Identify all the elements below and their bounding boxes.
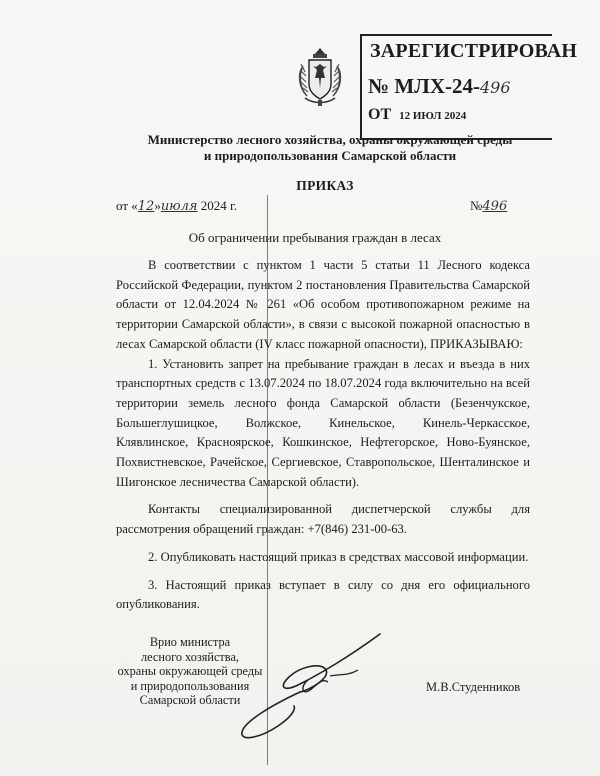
date-day-handwritten: 12 [137,199,155,214]
stamp-number-handwritten: 496 [479,78,511,97]
paragraph-item-2: 2. Опубликовать настоящий приказ в средствах массовой информации. [148,549,529,564]
ministry-line-1: Министерство лесного хозяйства, охраны окружающей среды [147,132,513,147]
date-day-close: » [154,198,161,213]
handwritten-signature [230,626,400,746]
stamp-date: 12 ИЮЛ 2024 [399,110,467,122]
paragraph-item-1: 1. Установить запрет на пребывание граждан в лесах и въезда в них транспортных средств с 13.07.2024 по 18.07.2024 года включительно на всей территории земель лесного фонда Самарской области (Безенчукское, Большеглушицкое, Волжское, Кинельское, Кинель-Черкасское, Клявлинское, Красноярское, Кошкинское, Нефтегорское, Ново-Буянское, Похвистневское, Рачейское, Сергиевское, Ставропольское, Шенталинское и Шигонское лесничества Самарской области). [116,356,530,489]
ministry-name [110,132,550,164]
paragraph-preamble: В соответствии с пунктом 1 части 5 статьи 11 Лесного кодекса Российской Федерации, пунктом 2 постановления Правительства Самарской области от 12.04.2024 № 261 «Об особом противопожарном режиме на территории Самарской области», в связи с высокой пожарной опасностью в лесах Самарской области (IV класс пожарной опасности), ПРИКАЗЫВАЮ: [116,258,530,351]
order-body [116,256,530,615]
date-from-label: от « [116,198,138,213]
position-line-1: Врио министра [149,635,231,649]
paragraph-item-3: 3. Настоящий приказ вступает в силу со дня его официального опубликования. [116,577,530,612]
stamp-from-label: ОТ [368,106,392,123]
stamp-date-line [368,106,466,124]
position-line-3: охраны окружающей среды [117,664,263,679]
order-number-handwritten: 496 [482,199,508,214]
stamp-number [368,74,511,99]
order-subject: Об ограничении пребывания граждан в лесах [188,230,442,245]
order-date [116,198,237,214]
position-line-5: Самарской области [139,693,241,708]
signatory-name: М.В.Студенников [426,680,521,694]
registration-stamp [360,34,578,140]
stamp-registered-label: ЗАРЕГИСТРИРОВАН [370,40,578,62]
order-number [470,198,507,214]
date-year: 2024 г. [197,198,238,213]
position-line-2: лесного хозяйства, [141,649,239,664]
date-month-handwritten: июля [160,199,198,214]
paragraph-contacts: Контакты специализированной диспетчерской службы для рассмотрения обращений граждан: +7(846) 231-00-63. [116,502,530,537]
position-line-4: и природопользования [130,678,250,693]
stamp-number-prefix: № МЛХ-24- [368,74,480,98]
coat-of-arms-emblem [295,44,345,108]
ministry-line-2: и природопользования Самарской области [203,148,457,163]
document-title: ПРИКАЗ [296,178,354,193]
order-number-label: № [470,198,483,213]
